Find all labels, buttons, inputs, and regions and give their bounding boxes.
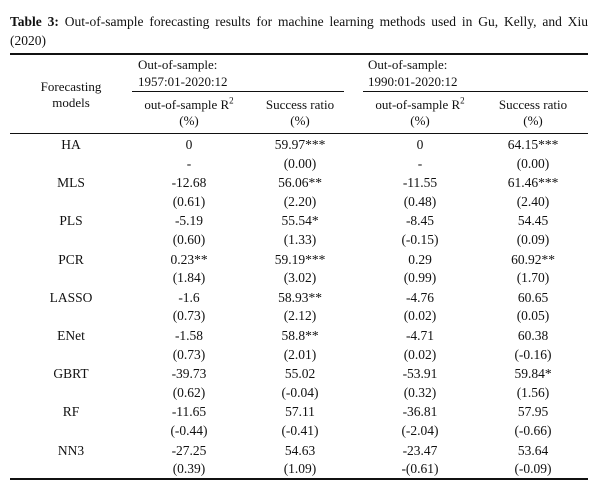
period1-header-line1: Out-of-sample: (138, 57, 218, 72)
cell-value: 0 (185, 137, 193, 152)
r2-sup-2: 2 (460, 95, 465, 106)
cell-tstat: (0.73) (172, 308, 206, 324)
cell-tstat: (0.02) (403, 346, 437, 362)
cell-tstat: (0.62) (172, 384, 206, 400)
cell-value: 57.11 (285, 404, 315, 420)
cell-tstat: (3.02) (283, 270, 317, 286)
cell-value: 55.02 (284, 366, 316, 382)
cell-value: 0.29 (408, 251, 432, 267)
cell-value: -27.25 (171, 442, 207, 458)
cell-value: -36.81 (402, 404, 438, 420)
model-name: MLS (57, 175, 85, 191)
model-name: HA (61, 137, 81, 152)
cell-value: -53.91 (402, 366, 438, 382)
cell-value: 56.06** (278, 175, 322, 191)
cell-value: 61.46*** (507, 175, 559, 191)
cell-value: 53.64 (517, 442, 549, 458)
cell-value: 60.65 (517, 289, 549, 305)
cell-tstat: -(0.61) (401, 461, 439, 477)
cell-tstat: (0.48) (403, 193, 437, 209)
r2-header-2 (375, 97, 464, 113)
cell-tstat: (0.32) (403, 384, 437, 400)
cell-value: -8.45 (405, 213, 435, 229)
cell-tstat: (0.09) (516, 231, 550, 247)
period1-underline (132, 91, 344, 92)
cell-value: 64.15*** (507, 137, 559, 152)
cell-tstat: (0.00) (516, 155, 550, 171)
cell-tstat: (0.73) (172, 346, 206, 362)
cell-tstat: (0.02) (403, 308, 437, 324)
cell-value: 59.97*** (274, 137, 326, 152)
cell-value: 60.92** (511, 251, 555, 267)
cell-value: -11.55 (402, 175, 438, 191)
sr-header-1: Success ratio (265, 97, 335, 112)
model-name: PLS (59, 213, 83, 229)
cell-tstat: (-0.09) (514, 461, 552, 477)
cell-tstat: (1.70) (516, 270, 550, 286)
sr-unit-2: (%) (523, 113, 543, 128)
model-name: RF (62, 404, 80, 420)
cell-tstat: (2.01) (283, 346, 317, 362)
cell-value: -1.58 (174, 328, 204, 343)
models-header-line1: Forecasting (40, 79, 102, 94)
cell-value: 54.45 (517, 213, 549, 229)
cell-tstat: (-0.41) (281, 422, 319, 438)
bottom-rule (10, 478, 588, 480)
cell-value: 59.84* (514, 366, 552, 382)
cell-value: 55.54* (281, 213, 319, 229)
cell-tstat: (2.40) (516, 193, 550, 209)
cell-value: 54.63 (284, 442, 316, 458)
sr-unit-1: (%) (290, 113, 310, 128)
cell-value: 58.8** (281, 328, 319, 343)
cell-tstat: (1.33) (283, 231, 317, 247)
r2-unit-2: (%) (410, 113, 430, 128)
cell-tstat: (1.56) (516, 384, 550, 400)
cell-value: 60.38 (517, 328, 549, 343)
cell-value: -11.65 (171, 404, 207, 420)
cell-tstat: (-0.15) (401, 231, 439, 247)
r2-unit-1: (%) (179, 113, 199, 128)
period2-header-line1: Out-of-sample: (368, 57, 448, 72)
cell-value: -4.71 (405, 328, 435, 343)
table-caption (10, 12, 588, 50)
cell-tstat: (2.12) (283, 308, 317, 324)
top-rule (10, 53, 588, 55)
cell-value: -1.6 (178, 289, 200, 305)
cell-tstat: (1.84) (172, 270, 206, 286)
cell-value: -12.68 (171, 175, 207, 191)
cell-tstat: (1.09) (283, 461, 317, 477)
r2-label-2: out-of-sample R (375, 97, 461, 112)
header-rule (10, 133, 588, 134)
r2-sup-1: 2 (229, 95, 234, 106)
cell-value: -5.19 (174, 213, 204, 229)
cell-value: -23.47 (402, 442, 438, 458)
cell-value: 58.93** (278, 289, 322, 305)
r2-header-1 (144, 97, 233, 113)
r2-label-1: out-of-sample R (144, 97, 230, 112)
model-name: GBRT (53, 366, 89, 382)
models-header-line2: models (52, 95, 90, 110)
sr-header-2: Success ratio (498, 97, 568, 112)
cell-value: -4.76 (405, 289, 435, 305)
cell-tstat: - (186, 155, 192, 171)
cell-tstat: (0.05) (516, 308, 550, 324)
caption-text: Out-of-sample forecasting results for machine learning methods used in Gu, Kelly, and Xiu (2020) (10, 14, 588, 48)
cell-tstat: (2.20) (283, 193, 317, 209)
cell-tstat: (0.61) (172, 193, 206, 209)
cell-value: 0 (416, 137, 424, 152)
model-name: PCR (58, 251, 84, 267)
cell-value: 59.19*** (274, 251, 326, 267)
period1-header-line2: 1957:01-2020:12 (138, 74, 228, 89)
cell-tstat: (0.60) (172, 231, 206, 247)
cell-tstat: (-0.44) (170, 422, 208, 438)
cell-value: 57.95 (517, 404, 549, 420)
cell-tstat: (-2.04) (401, 422, 439, 438)
cell-tstat: (-0.66) (514, 422, 552, 438)
cell-tstat: (-0.16) (514, 346, 552, 362)
table-label: Table 3: (10, 14, 59, 29)
cell-tstat: (-0.04) (281, 384, 319, 400)
cell-tstat: - (417, 155, 423, 171)
model-name: LASSO (49, 289, 93, 305)
cell-tstat: (0.00) (283, 155, 317, 171)
period2-underline (363, 91, 588, 92)
model-name: ENet (57, 328, 85, 343)
cell-tstat: (0.99) (403, 270, 437, 286)
cell-tstat: (0.39) (172, 461, 206, 477)
cell-value: 0.23** (170, 251, 208, 267)
period2-header-line2: 1990:01-2020:12 (368, 74, 458, 89)
model-name: NN3 (57, 442, 85, 458)
cell-value: -39.73 (171, 366, 207, 382)
